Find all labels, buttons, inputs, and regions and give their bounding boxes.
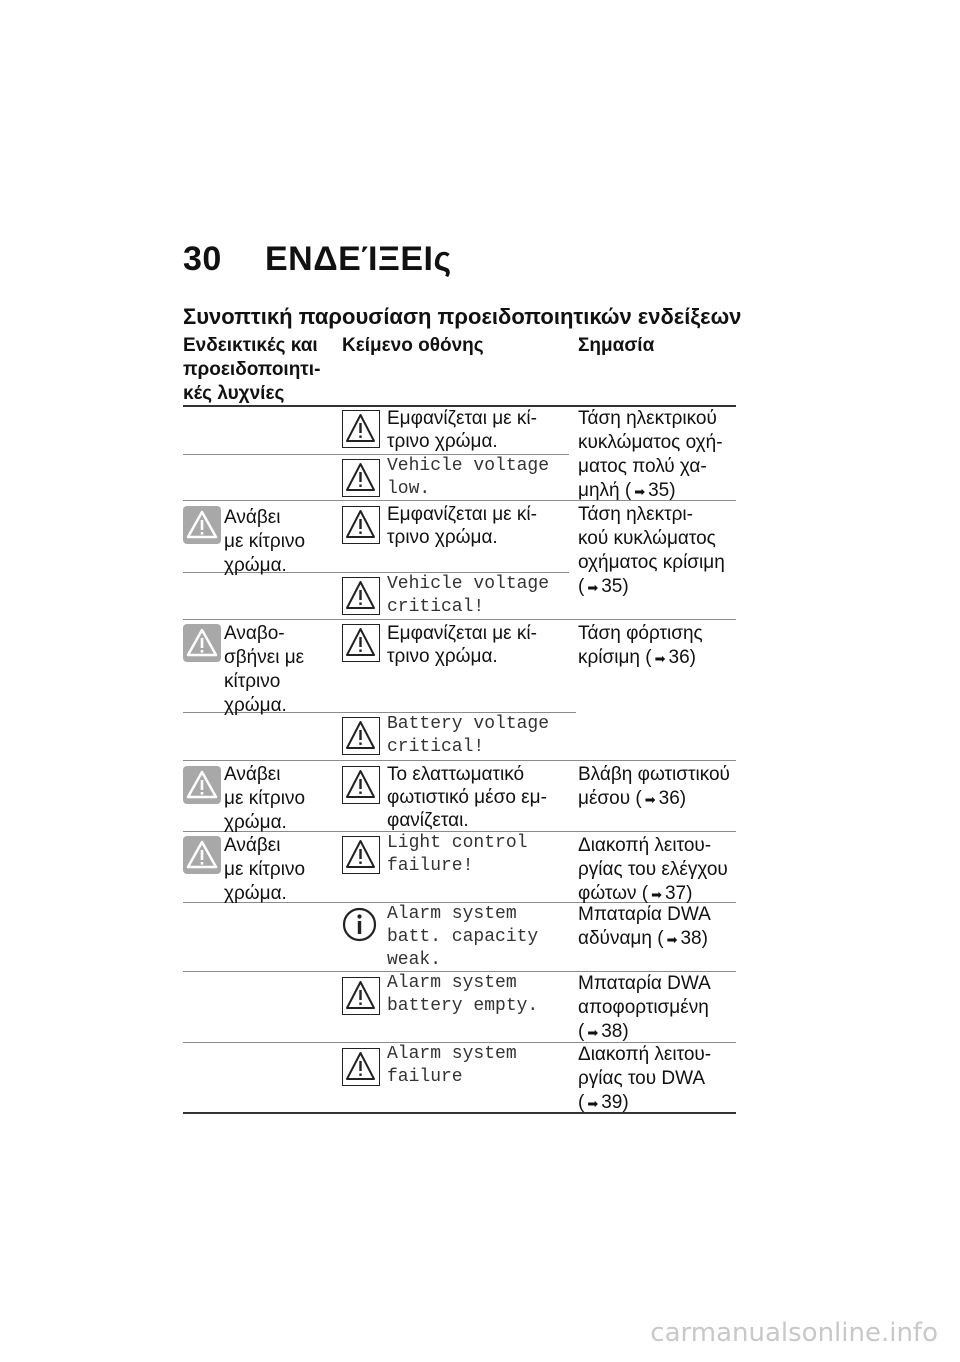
arrow-right-icon: ➡	[587, 580, 599, 595]
display-text-mono: Alarm system failure	[387, 1044, 517, 1087]
page-number: 30	[183, 240, 222, 278]
lamp-description: Ανάβει με κίτρινο χρώμα.	[224, 507, 306, 576]
page-reference[interactable]: 36)	[658, 788, 687, 809]
watermark: carmanualsonline.info	[650, 1318, 938, 1348]
page-reference[interactable]: 35)	[601, 576, 629, 597]
lamp-description: Ανάβει με κίτρινο χρώμα.	[224, 764, 306, 833]
arrow-right-icon: ➡	[587, 1025, 599, 1040]
warning-triangle-icon	[342, 459, 380, 497]
warning-triangle-icon	[342, 506, 380, 544]
column-header-meaning: Σημασία	[578, 335, 655, 356]
meaning-text: Μπαταρία DWA αδύναμη ( ➡ 38)	[578, 904, 711, 949]
meaning-text: Διακοπή λειτου- ργίας του DWA ( ➡ 39)	[578, 1044, 712, 1113]
section-title: Συνοπτική παρουσίαση προειδοποιητικών ενδείξεων	[183, 304, 742, 329]
meaning-text: Μπαταρία DWA αποφορτισμένη ( ➡ 38)	[578, 973, 711, 1042]
warning-triangle-icon	[342, 577, 380, 615]
meaning-text: Τάση ηλεκτρικού κυκλώματος οχή- ματος πολύ χα- μηλή ( ➡ 35)	[578, 408, 723, 501]
warning-triangle-icon	[183, 506, 221, 544]
info-icon	[342, 907, 380, 945]
warning-triangle-icon	[342, 717, 380, 755]
page-reference[interactable]: 38)	[601, 1021, 629, 1042]
warning-triangle-icon	[342, 977, 380, 1015]
arrow-right-icon: ➡	[654, 651, 666, 666]
meaning-text: Τάση ηλεκτρι- κού κυκλώματος οχήματος κρίσιμη ( ➡ 35)	[578, 504, 725, 597]
lamp-description: Ανάβει με κίτρινο χρώμα.	[224, 835, 306, 904]
display-text: Εμφανίζεται με κί- τρινο χρώμα.	[387, 504, 537, 548]
display-text-mono: Alarm system batt. capacity weak.	[387, 904, 539, 970]
row-divider	[183, 760, 736, 761]
display-text-mono: Vehicle voltage critical!	[387, 574, 550, 617]
page-reference[interactable]: 38)	[680, 928, 708, 949]
meaning-text: Βλάβη φωτιστικού μέσου ( ➡ 36)	[578, 764, 730, 809]
display-text: Το ελαττωματικό φωτιστικό μέσο εμ- φανίζεται.	[387, 764, 547, 831]
display-text: Εμφανίζεται με κί- τρινο χρώμα.	[387, 408, 537, 452]
display-text-mono: Alarm system battery empty.	[387, 973, 539, 1016]
warning-triangle-icon	[342, 624, 380, 662]
meaning-text: Τάση φόρτισης κρίσιμη ( ➡ 36)	[578, 623, 703, 668]
warning-triangle-icon	[342, 836, 380, 874]
page-reference[interactable]: 35)	[648, 480, 676, 501]
display-text: Εμφανίζεται με κί- τρινο χρώμα.	[387, 623, 537, 667]
display-text-mono: Vehicle voltage low.	[387, 456, 550, 499]
warning-triangle-icon	[183, 766, 221, 804]
chapter-title: ΕΝΔΕΊΞΕΙς	[265, 240, 452, 278]
warning-triangle-icon	[342, 1048, 380, 1086]
display-text-mono: Light control failure!	[387, 833, 528, 876]
page-header	[183, 240, 452, 279]
page-reference[interactable]: 39)	[601, 1092, 629, 1113]
lamp-description: Αναβο- σβήνει με κίτρινο χρώμα.	[224, 623, 305, 716]
column-header-display-text: Κείμενο οθόνης	[342, 335, 484, 356]
column-header-lamps: Ενδεικτικές και προειδοποιητι- κές λυχνίες	[183, 335, 321, 404]
arrow-right-icon: ➡	[644, 792, 656, 807]
warning-triangle-icon	[342, 410, 380, 448]
meaning-text: Διακοπή λειτου- ργίας του ελέγχου φώτων ( ➡ 37)	[578, 835, 728, 904]
warning-triangle-icon	[183, 836, 221, 874]
warning-triangle-icon	[342, 766, 380, 804]
page-reference[interactable]: 37)	[664, 883, 693, 904]
arrow-right-icon: ➡	[634, 484, 646, 499]
arrow-right-icon: ➡	[587, 1096, 599, 1111]
row-divider	[183, 619, 736, 620]
arrow-right-icon: ➡	[651, 887, 662, 902]
warning-triangle-icon	[183, 624, 221, 662]
page-reference[interactable]: 36)	[668, 647, 696, 668]
arrow-right-icon: ➡	[666, 932, 678, 947]
display-text-mono: Battery voltage critical!	[387, 714, 550, 757]
